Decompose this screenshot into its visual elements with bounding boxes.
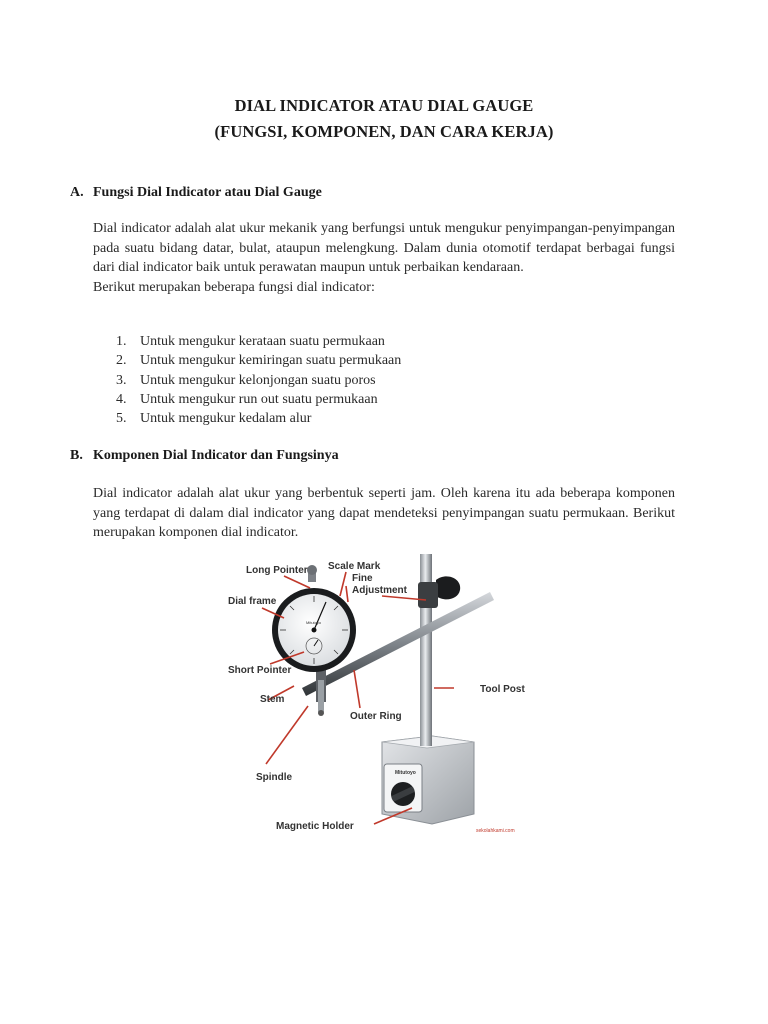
list-item-text: Untuk mengukur kedalam alur [140, 411, 312, 427]
document-title-line2: (FUNGSI, KOMPONEN, DAN CARA KERJA) [214, 122, 554, 141]
list-item-text: Untuk mengukur kerataan suatu permukaan [140, 334, 385, 349]
section-a-title: Fungsi Dial Indicator atau Dial Gauge [93, 185, 322, 200]
label-tool-post: Tool Post [480, 684, 525, 695]
list-item-number: 5. [116, 411, 127, 427]
list-item [116, 351, 401, 370]
section-b-heading [70, 448, 339, 464]
spindle-rod [318, 680, 324, 712]
section-a-paragraph: Dial indicator adalah alat ukur mekanik yang berfungsi untuk mengukur penyimpangan-penyimpangan pada suatu bidang datar, bulat, ataupun melengkung. Dalam dunia otomotif terdapat berbagai fungsi dari dial indicator baik untuk perawatan maupun untuk perbaikan kendaraan. [93, 221, 675, 275]
section-a-body [93, 219, 675, 297]
clamp-block [418, 582, 438, 608]
base-brand-text: Mitutoyo [395, 770, 416, 776]
list-item [116, 390, 401, 409]
list-item-number: 2. [116, 353, 127, 369]
label-outer-ring: Outer Ring [350, 711, 402, 722]
section-b-letter: B. [70, 448, 83, 463]
section-b-title: Komponen Dial Indicator dan Fungsinya [93, 448, 339, 463]
label-fine: Fine [352, 573, 373, 584]
list-item-number: 1. [116, 334, 127, 349]
label-dial-frame: Dial frame [228, 596, 277, 607]
section-b-paragraph: Dial indicator adalah alat ukur yang berbentuk seperti jam. Oleh karena itu ada beberapa komponen yang terdapat di dalam dial indicator yang dapat mendeteksi penyimpangan suatu permukaan. Berikut merupakan komponen dial indicator. [93, 486, 675, 540]
label-long-pointer: Long Pointer [246, 565, 308, 576]
label-magnetic-holder: Magnetic Holder [276, 821, 354, 832]
label-stem: Stem [260, 694, 285, 705]
list-item-text: Untuk mengukur run out suatu permukaan [140, 391, 378, 407]
section-b-body [93, 484, 675, 543]
dial-indicator-figure [222, 552, 534, 842]
label-spindle: Spindle [256, 772, 293, 783]
label-short-pointer: Short Pointer [228, 665, 292, 676]
list-item-number: 4. [116, 391, 127, 407]
list-item-number: 3. [116, 372, 127, 388]
watermark-text: sekolahkami.com [476, 828, 515, 834]
list-item [116, 371, 401, 390]
section-a-letter: A. [70, 185, 84, 200]
magnetic-holder-block [382, 736, 474, 824]
label-scale-mark: Scale Mark [328, 561, 381, 572]
functions-list [116, 332, 401, 428]
section-a-heading [70, 185, 322, 201]
dial-brand-text: Mitutoyo [306, 620, 322, 625]
list-item-text: Untuk mengukur kelonjongan suatu poros [140, 372, 376, 388]
list-item-text: Untuk mengukur kemiringan suatu permukaan [140, 353, 402, 369]
clamp-knob [436, 576, 460, 599]
section-a-intro: Berikut merupakan beberapa fungsi dial indicator: [93, 279, 375, 295]
dial-indicator-illustration [222, 552, 534, 842]
list-item [116, 332, 401, 351]
label-adjustment: Adjustment [352, 585, 407, 596]
document-title-line1: DIAL INDICATOR ATAU DIAL GAUGE [234, 96, 534, 115]
list-item [116, 409, 401, 428]
